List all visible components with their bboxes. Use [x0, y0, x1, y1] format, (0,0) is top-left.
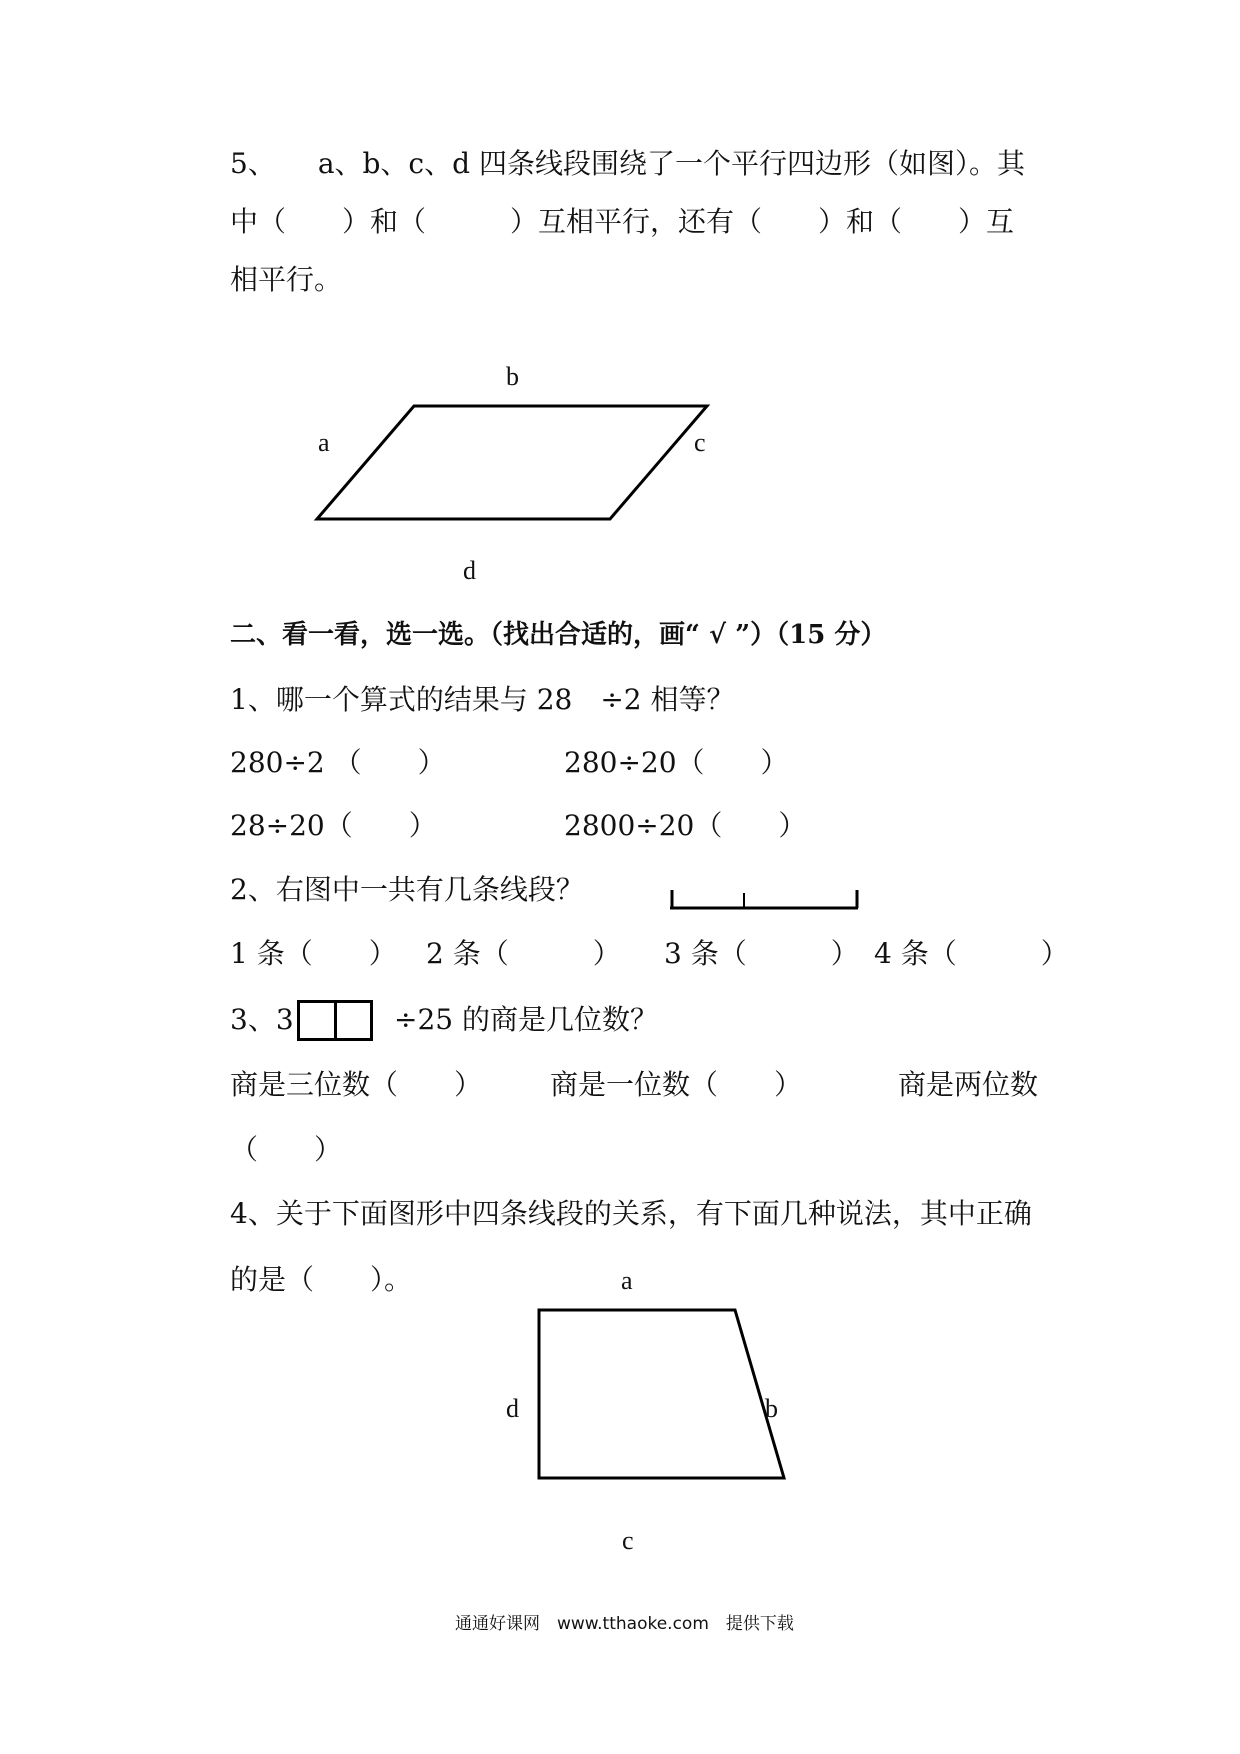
- q2-option-2: 2 条（ ）: [426, 937, 621, 970]
- q4-line-2: 的是（ ）。: [230, 1263, 413, 1296]
- q1-option-1: 280÷2 （ ）: [230, 746, 446, 779]
- q3-option-3-blank: （ ）: [230, 1133, 343, 1166]
- parallelogram-label-a: a: [318, 428, 330, 457]
- parallelogram-label-b: b: [506, 362, 519, 391]
- q5-line-2: 中（ ）和（ ）互相平行，还有（ ）和（ ）互: [230, 205, 1015, 238]
- q5-line-3: 相平行。: [230, 263, 343, 296]
- q2-option-4: 4 条（ ）: [874, 937, 1069, 970]
- trapezoid-label-c: c: [622, 1526, 634, 1555]
- q3-prefix: 3、3: [230, 1003, 294, 1036]
- q2-option-1: 1 条（ ）: [230, 937, 397, 970]
- q2-option-3: 3 条（ ）: [664, 937, 859, 970]
- q5-line-1: 5、 a、b、c、d 四条线段围绕了一个平行四边形（如图）。其: [230, 147, 1025, 180]
- parallelogram-label-c: c: [694, 428, 706, 457]
- q3-option-3: 商是两位数: [898, 1068, 1039, 1101]
- q3-digit-box-2: [334, 1000, 373, 1041]
- q3-option-1: 商是三位数（ ）: [230, 1068, 483, 1101]
- q3-digit-box-1: [297, 1000, 337, 1041]
- page-footer: 通通好课网 www.tthaoke.com 提供下载: [455, 1614, 794, 1634]
- q4-line-1: 4、关于下面图形中四条线段的关系，有下面几种说法，其中正确: [230, 1197, 1032, 1230]
- parallelogram-label-d: d: [463, 556, 476, 585]
- trapezoid-label-b: b: [765, 1394, 778, 1423]
- q1-option-2: 280÷20（ ）: [564, 746, 789, 779]
- trapezoid-label-a: a: [621, 1266, 633, 1295]
- parallelogram-shape: [317, 406, 707, 519]
- q1-option-3: 28÷20（ ）: [230, 809, 437, 842]
- q3-suffix: ÷25 的商是几位数？: [394, 1003, 658, 1036]
- trapezoid-label-d: d: [506, 1394, 519, 1423]
- q2-question: 2、右图中一共有几条线段？: [230, 873, 584, 906]
- q1-question: 1、哪一个算式的结果与 28 ÷2 相等？: [230, 683, 735, 716]
- trapezoid-shape: [539, 1310, 784, 1478]
- section-2-title: 二、看一看，选一选。（找出合适的，画“ √ ”）（15 分）: [230, 620, 887, 650]
- q1-option-4: 2800÷20（ ）: [564, 809, 807, 842]
- q3-option-2: 商是一位数（ ）: [550, 1068, 803, 1101]
